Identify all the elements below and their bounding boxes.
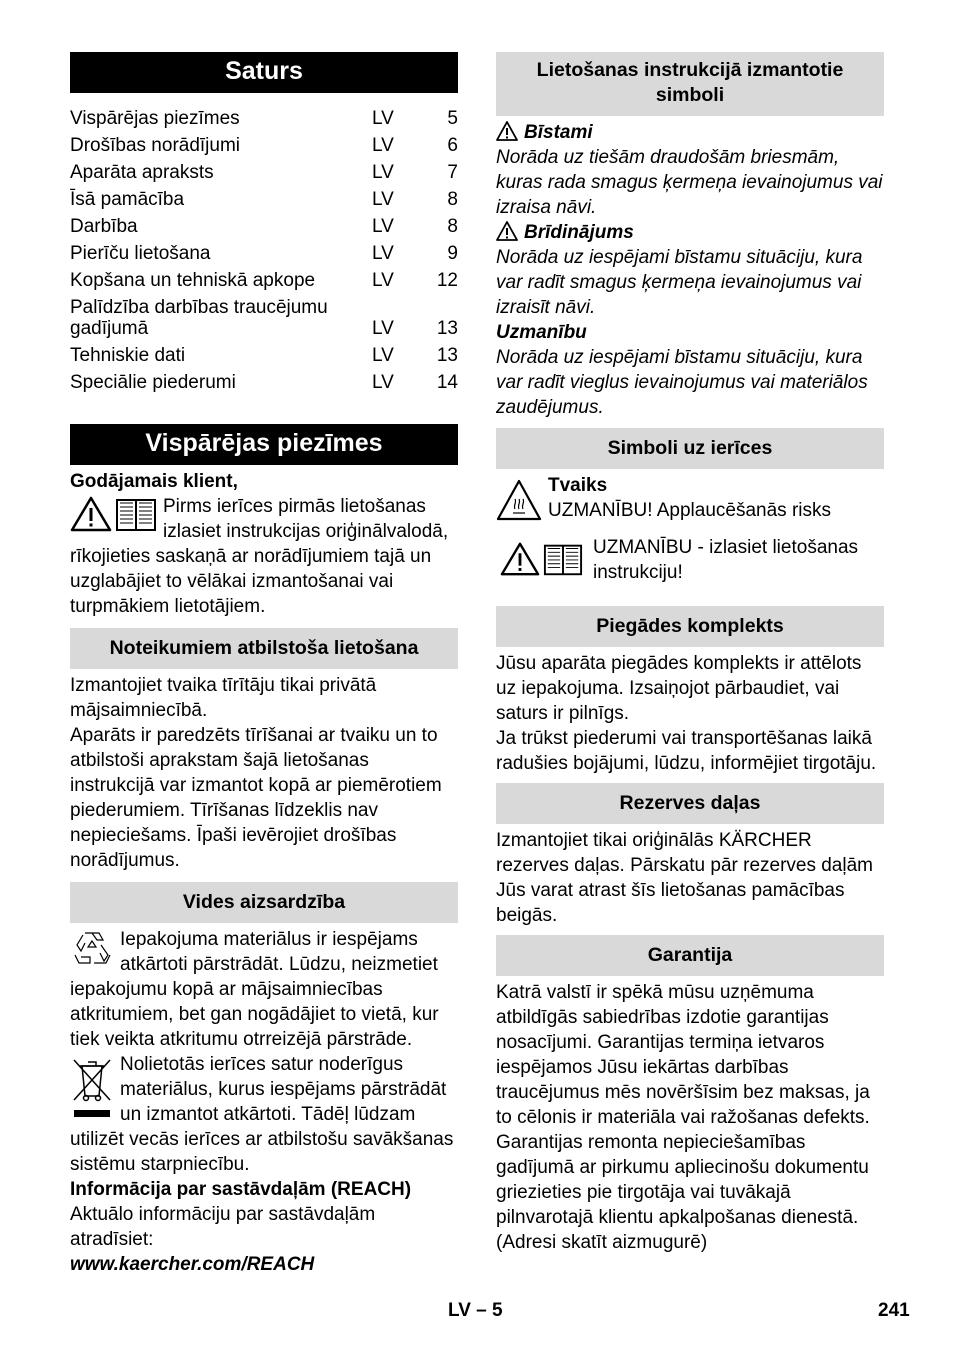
right-column <box>496 52 884 1255</box>
caution-label: Uzmanību <box>496 322 587 343</box>
toc-page: 12 <box>436 270 458 291</box>
intended-use-p2: Aparāts ir paredzēts tīrīšanai ar tvaiku un to atbilstoši aprakstam šajā lietošanas instrukcijā var izmantot kopā ar piemērotiem piederumiem. Tīrīšanas līdzeklis nav nepieciešams. Īpaši ievērojiet drošības norādījumus. <box>70 725 442 871</box>
env-p2: Nolietotās ierīces satur noderīgus materiālus, kurus iespējams pārstrādāt un izmantot atkārtoti. Tādēļ lūdzam utilizēt vecās ierīces ar atbilstošu savākšanas sistēmu starpniecību. <box>70 1054 454 1175</box>
toc-row <box>70 159 458 186</box>
toc-page: 7 <box>447 162 458 183</box>
scope-p2: Ja trūkst piederumi vai transportēšanas laikā radušies bojājumi, lūdzu, informējiet tirgotāju. <box>496 728 877 774</box>
toc-lang: LV <box>372 135 394 156</box>
toc-row <box>70 369 458 396</box>
env-p1: Iepakojuma materiālus ir iespējams atkārtoti pārstrādāt. Lūdzu, neizmetiet iepakojumu kopā ar mājsaimniecības atkritumiem, bet gan nogādājiet to vietā, kur tiek veikta atkritumu otrreizējā pārstrāde. <box>70 929 439 1050</box>
steam-text-block <box>548 473 831 523</box>
symbols-heading: Lietošanas instrukcijā izmantotie simboli <box>496 52 884 116</box>
toc-page: 13 <box>436 318 458 339</box>
intended-use-p1: Izmantojiet tvaika tīrītāju tikai privātā mājsaimniecībā. <box>70 675 377 721</box>
toc-lang: LV <box>372 108 394 129</box>
manual-book-icon <box>543 541 583 577</box>
intended-use-heading: Noteikumiem atbilstoša lietošana <box>70 628 458 669</box>
recycling-block <box>70 927 458 1052</box>
intro-block <box>70 494 458 619</box>
toc-lang: LV <box>372 270 394 291</box>
toc-page: 13 <box>436 345 458 366</box>
danger-label: Bīstami <box>524 122 593 143</box>
toc-row <box>70 342 458 369</box>
toc-title: Tehniskie dati <box>70 345 186 366</box>
toc-row <box>70 294 458 342</box>
warning-manual-icons <box>70 496 157 532</box>
toc-title: Pierīču lietošana <box>70 243 211 264</box>
warranty-address: (Adresi skatīt aizmugurē) <box>496 1232 708 1253</box>
warning-triangle-icon <box>496 221 518 241</box>
toc-page: 9 <box>447 243 458 264</box>
toc-page: 8 <box>447 189 458 210</box>
warning-text: Norāda uz iespējami bīstamu situāciju, kura var radīt smagus ķermeņa ievainojumus vai izraisīt nāvi. <box>496 247 863 318</box>
toc-title: Aparāta apraksts <box>70 162 214 183</box>
toc-title: Palīdzība darbības traucējumu gadījumā <box>70 297 328 339</box>
toc-title: Speciālie piederumi <box>70 372 236 393</box>
spare-parts-heading: Rezerves daļas <box>496 783 884 824</box>
toc-lang: LV <box>372 318 394 339</box>
left-column <box>70 52 458 1277</box>
toc-title: Īsā pamācība <box>70 189 185 210</box>
toc-page: 5 <box>447 108 458 129</box>
warning-label: Brīdinājums <box>524 222 634 243</box>
toc-lang: LV <box>372 345 394 366</box>
toc-row <box>70 240 458 267</box>
manual-book-icon <box>115 496 157 532</box>
toc-lang: LV <box>372 372 394 393</box>
toc-row <box>70 213 458 240</box>
warning-triangle-icon <box>500 541 540 577</box>
hot-steam-warning-icon <box>496 479 542 521</box>
device-symbols-heading: Simboli uz ierīces <box>496 428 884 469</box>
toc-title: Darbība <box>70 216 138 237</box>
page-number: 241 <box>878 1300 910 1321</box>
dear-customer: Godājamais klient, <box>70 471 238 492</box>
steam-label: Tvaiks <box>548 475 608 496</box>
read-manual-text: UZMANĪBU - izlasiet lietošanas instrukciju! <box>593 537 859 583</box>
caution-text: Norāda uz iespējami bīstamu situāciju, kura var radīt vieglus ievainojumus vai materiālos zaudējumus. <box>496 347 868 418</box>
scope-p1: Jūsu aparāta piegādes komplekts ir attēlots uz iepakojuma. Izsaiņojot pārbaudiet, vai saturs ir pilnīgs. <box>496 653 862 724</box>
read-manual-icons <box>500 541 583 577</box>
toc-page: 8 <box>447 216 458 237</box>
toc-row <box>70 267 458 294</box>
reach-text: Aktuālo informāciju par sastāvdaļām atradīsiet: <box>70 1204 376 1250</box>
environment-heading: Vides aizsardzība <box>70 882 458 923</box>
read-manual-symbol-row <box>496 535 884 585</box>
toc-row <box>70 186 458 213</box>
toc-lang: LV <box>372 216 394 237</box>
toc-page: 14 <box>436 372 458 393</box>
page-label: LV – 5 <box>448 1300 503 1321</box>
warranty-heading: Garantija <box>496 935 884 976</box>
toc-title: Kopšana un tehniskā apkope <box>70 270 316 291</box>
danger-label-line <box>496 120 884 145</box>
steam-symbol-row <box>496 473 884 523</box>
crossed-bin-icon <box>70 1056 114 1120</box>
warning-label-line <box>496 220 884 245</box>
scope-heading: Piegādes komplekts <box>496 606 884 647</box>
reach-link[interactable]: www.kaercher.com/REACH <box>70 1254 315 1275</box>
toc-row <box>70 132 458 159</box>
toc-page: 6 <box>447 135 458 156</box>
warning-triangle-icon <box>496 121 518 141</box>
weee-icon-wrap <box>70 1056 114 1120</box>
warning-triangle-icon <box>70 496 112 532</box>
toc-lang: LV <box>372 243 394 264</box>
weee-block <box>70 1052 458 1177</box>
toc-title: Drošības norādījumi <box>70 135 241 156</box>
toc-lang: LV <box>372 162 394 183</box>
recycling-icon-wrap <box>70 929 114 973</box>
steam-text: UZMANĪBU! Applaucēšanās risks <box>548 500 831 521</box>
warranty-text: Katrā valstī ir spēkā mūsu uzņēmuma atbildīgās sabiedrības izdotie garantijas nosacījumi. Garantijas termiņa ietvaros iespējamos Jūsu iekārtas darbības traucējumus mēs novēršīsim bez maksas, ja to cēlonis ir materiāla vai ražošanas defekts. Garantijas remonta nepieciešamības gadījumā ar pirkumu apliecinošu dokumentu griezieties pie tirgotāja vai tuvākajā pilnvarotajā klientu apkalpošanas dienestā. <box>496 982 870 1228</box>
intro-text: Pirms ierīces pirmās lietošanas izlasiet instrukcijas oriģinālvalodā, rīkojieties saskaņā ar norādījumiem tajā un uzglabājiet to vēlākai izmantošanai vai turpmākiem lietotājiem. <box>70 496 449 617</box>
toc-title: Vispārējas piezīmes <box>70 108 240 129</box>
toc-lang: LV <box>372 189 394 210</box>
spare-parts-text: Izmantojiet tikai oriģinālās KÄRCHER rezerves daļas. Pārskatu pār rezerves daļām Jūs varat atrast šīs lietošanas pamācības beigās. <box>496 830 873 926</box>
toc-row <box>70 105 458 132</box>
danger-text: Norāda uz tiešām draudošām briesmām, kuras rada smagus ķermeņa ievainojumus vai izraisa nāvi. <box>496 147 883 218</box>
toc-heading: Saturs <box>70 52 458 93</box>
reach-heading: Informācija par sastāvdaļām (REACH) <box>70 1179 412 1200</box>
recycling-icon <box>70 929 114 973</box>
general-heading: Vispārējas piezīmes <box>70 424 458 465</box>
table-of-contents <box>70 105 458 396</box>
